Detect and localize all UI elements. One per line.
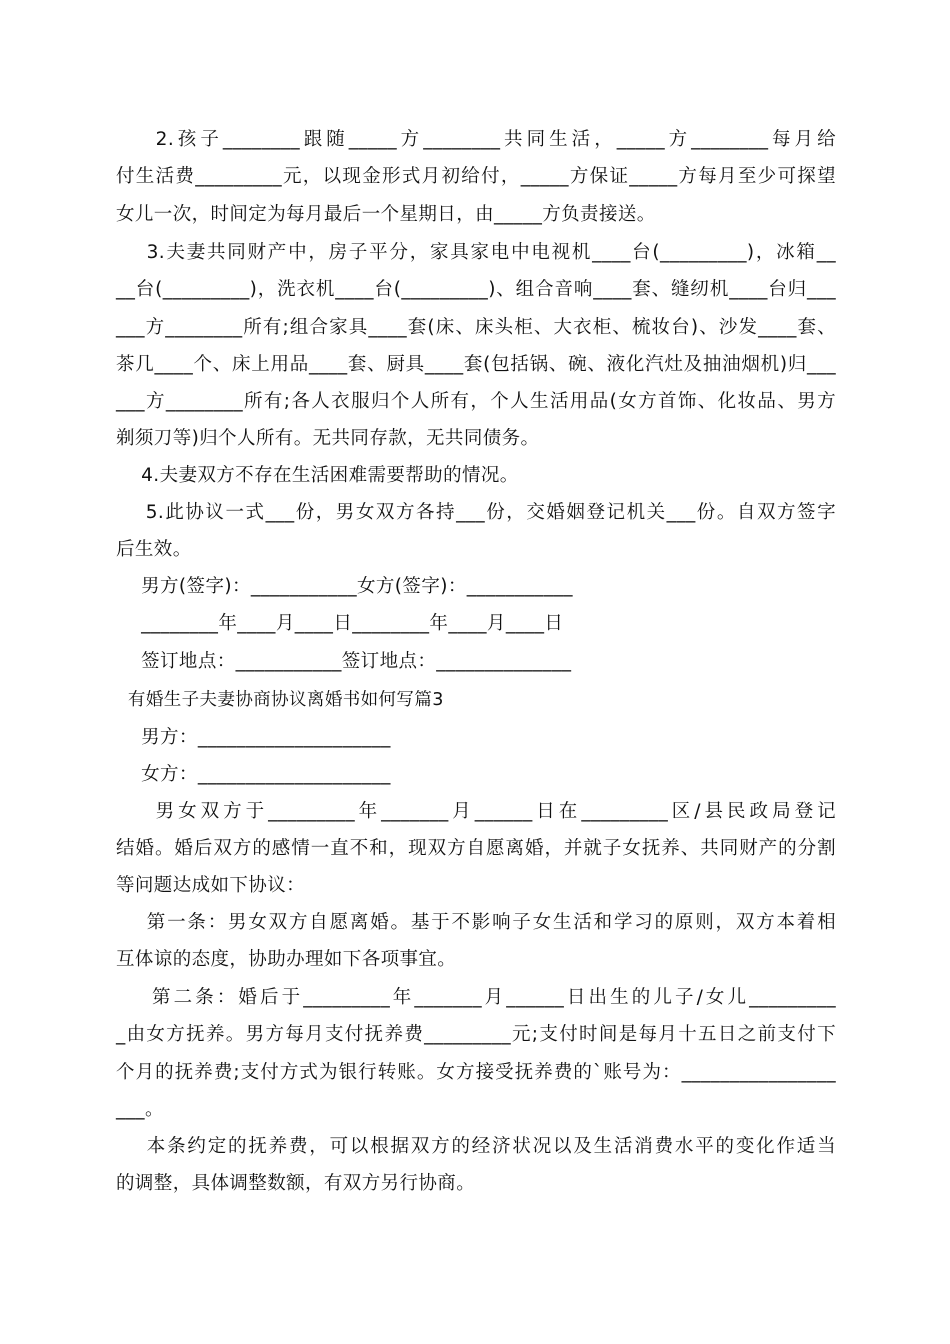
wife-name-line: 女方：____________________ <box>116 764 391 785</box>
intro-line-1: 男女双方于_________年_______月______日在_________区/县民政局登记 <box>116 801 836 822</box>
article-2-line-2: _由女方抚养。男方每月支付抚养费_________元;支付时间是每月十五日之前支付下 <box>116 1024 836 1045</box>
clause-3-line-4: 茶几____个、床上用品____套、厨具____套(包括锅、碗、液化汽灶及抽油烟机)归___ <box>116 354 836 375</box>
fee-adjust-line-2: 的调整，具体调整数额，有双方另行协商。 <box>116 1173 476 1194</box>
clause-5-line-1: 5.此协议一式___份，男女双方各持___份，交婚姻登记机关___份。自双方签字 <box>116 502 836 523</box>
sign-location-line: 签订地点：___________签订地点：______________ <box>116 651 572 672</box>
article-1-line-2: 互体谅的态度，协助办理如下各项事宜。 <box>116 949 457 970</box>
fee-adjust-line-1: 本条约定的抚养费，可以根据双方的经济状况以及生活消费水平的变化作适当 <box>116 1136 836 1157</box>
section-heading: 有婚生子夫妻协商协议离婚书如何写篇3 <box>116 690 444 710</box>
date-line: ________年____月____日________年____月____日 <box>116 613 564 634</box>
clause-3-line-1: 3.夫妻共同财产中，房子平分，家具家电中电视机____台(_________)，冰箱__ <box>116 242 836 263</box>
clause-2-line-3: 女儿一次，时间定为每月最后一个星期日，由_____方负责接送。 <box>116 204 656 225</box>
clause-3-line-2: __台(_________)，洗衣机____台(_________)、组合音响____套、缝纫机____台归___ <box>116 279 836 300</box>
article-2-line-1: 第二条：婚后于_________年_______月______日出生的儿子/女儿_________ <box>116 987 836 1008</box>
clause-4-line: 4.夫妻双方不存在生活困难需要帮助的情况。 <box>116 465 519 486</box>
article-2-line-4: ___。 <box>116 1099 164 1120</box>
article-2-line-3: 个月的抚养费;支付方式为银行转账。女方接受抚养费的`账号为：________________ <box>116 1062 836 1083</box>
intro-line-3: 等问题达成如下协议： <box>116 875 306 896</box>
clause-3-line-5: ___方________所有;各人衣服归个人所有，个人生活用品(女方首饰、化妆品、男方 <box>116 391 836 412</box>
clause-2-line-1: 2.孩子________跟随_____方________共同生活，_____方________每月给 <box>116 129 836 150</box>
article-1-line-1: 第一条：男女双方自愿离婚。基于不影响子女生活和学习的原则，双方本着相 <box>116 912 836 933</box>
clause-5-line-2: 后生效。 <box>116 539 192 560</box>
signature-line: 男方(签字)：___________女方(签字)：___________ <box>116 576 573 597</box>
husband-name-line: 男方：____________________ <box>116 727 391 748</box>
clause-3-line-6: 剃须刀等)归个人所有。无共同存款，无共同债务。 <box>116 428 540 449</box>
clause-3-line-3: ___方________所有;组合家具____套(床、床头柜、大衣柜、梳妆台)、沙发____套、 <box>116 317 836 338</box>
intro-line-2: 结婚。婚后双方的感情一直不和，现双方自愿离婚，并就子女抚养、共同财产的分割 <box>116 838 836 859</box>
clause-2-line-2: 付生活费_________元，以现金形式月初给付，_____方保证_____方每月至少可探望 <box>116 166 836 187</box>
